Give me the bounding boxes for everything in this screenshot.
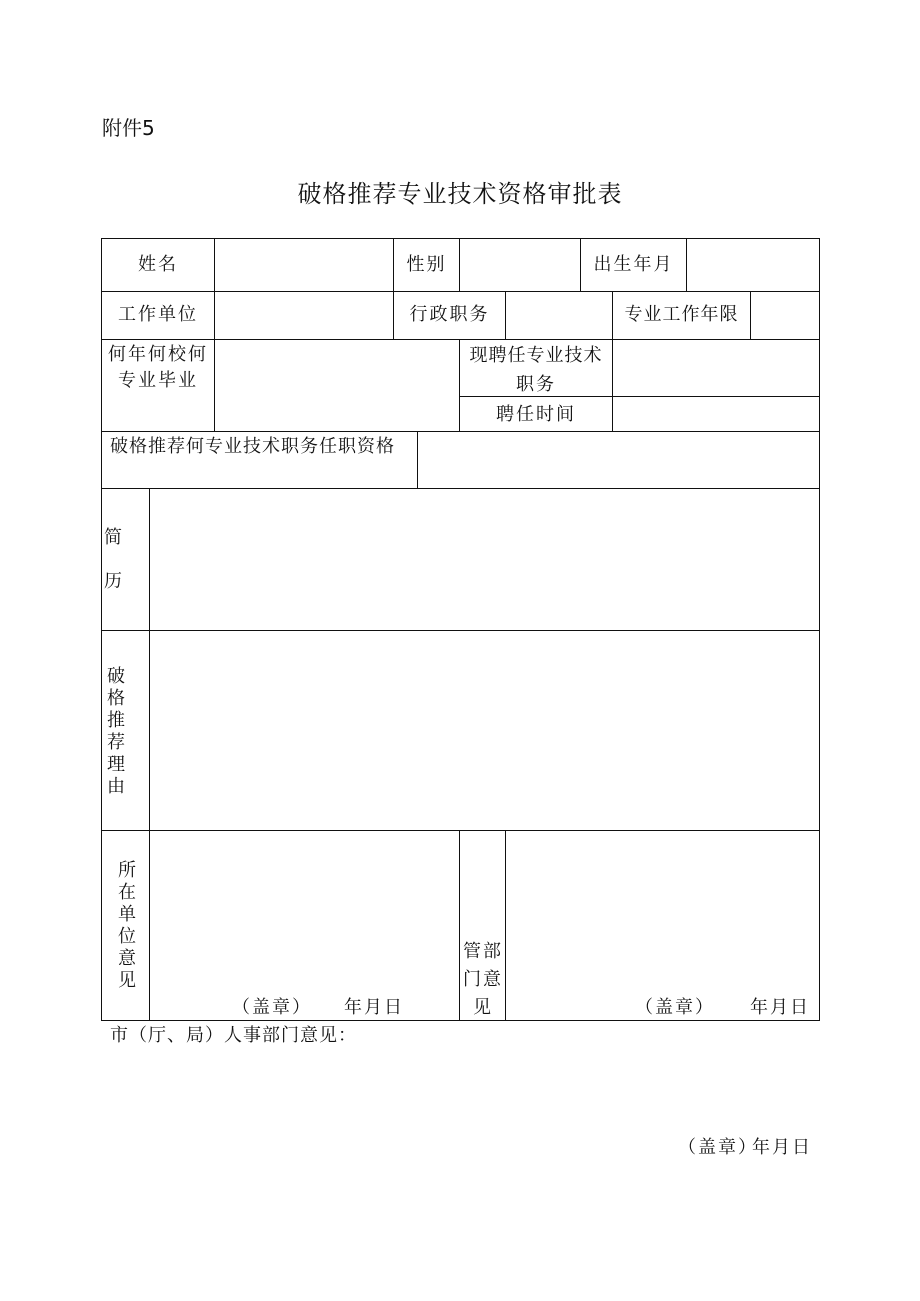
resume-label-1: 简 bbox=[104, 527, 124, 548]
graduation-label-line2: 专业毕业 bbox=[118, 370, 198, 391]
footer-seal: （盖章） bbox=[678, 1137, 758, 1158]
dept-opinion-label-line1: 管部 bbox=[463, 941, 503, 962]
date-right: 年月日 bbox=[750, 997, 810, 1018]
work-unit-label: 工作单位 bbox=[118, 304, 198, 325]
recommend-qualification-label: 破格推荐何专业技术职务任职资格 bbox=[110, 436, 395, 457]
recommend-qualification-field[interactable] bbox=[418, 432, 819, 488]
gender-field[interactable] bbox=[460, 239, 580, 291]
graduation-field[interactable] bbox=[215, 340, 459, 431]
current-title-field[interactable] bbox=[613, 340, 819, 396]
work-unit-field[interactable] bbox=[215, 292, 393, 339]
birth-field[interactable] bbox=[687, 239, 819, 291]
unit-opinion-field[interactable] bbox=[150, 831, 459, 1020]
attachment-label: 附件5 bbox=[102, 116, 155, 140]
appointment-time-field[interactable] bbox=[613, 397, 819, 431]
resume-field[interactable] bbox=[150, 489, 819, 630]
hr-opinion-label: 市（厅、局）人事部门意见： bbox=[110, 1025, 357, 1046]
reason-field[interactable] bbox=[150, 631, 819, 830]
seal-right: （盖章） bbox=[635, 997, 715, 1018]
current-title-label-line2: 职务 bbox=[516, 374, 556, 395]
gender-label: 性别 bbox=[406, 254, 447, 275]
page-title: 破格推荐专业技术资格审批表 bbox=[297, 180, 623, 208]
work-years-label: 专业工作年限 bbox=[624, 304, 739, 325]
graduation-label-line1: 何年何校何 bbox=[108, 344, 208, 365]
hr-opinion-field[interactable] bbox=[101, 1050, 819, 1130]
unit-opinion-label: 所在单位意见 bbox=[118, 860, 136, 991]
seal-left: （盖章） bbox=[232, 997, 312, 1018]
work-years-field[interactable] bbox=[751, 292, 819, 339]
footer-date: 年月日 bbox=[752, 1137, 812, 1158]
admin-position-field[interactable] bbox=[506, 292, 612, 339]
current-title-label-line1: 现聘任专业技术 bbox=[469, 345, 603, 366]
reason-label: 破格推荐理由 bbox=[107, 666, 125, 797]
date-left: 年月日 bbox=[344, 997, 404, 1018]
birth-label: 出生年月 bbox=[593, 254, 674, 275]
appointment-time-label: 聘任时间 bbox=[496, 404, 576, 425]
resume-label-2: 历 bbox=[104, 571, 124, 592]
dept-opinion-label-line2: 门意 bbox=[463, 969, 503, 990]
name-label: 姓名 bbox=[138, 254, 178, 275]
dept-opinion-field[interactable] bbox=[506, 831, 819, 1020]
admin-position-label: 行政职务 bbox=[409, 304, 490, 325]
dept-opinion-label-line3: 见 bbox=[473, 997, 493, 1018]
name-field[interactable] bbox=[215, 239, 393, 291]
